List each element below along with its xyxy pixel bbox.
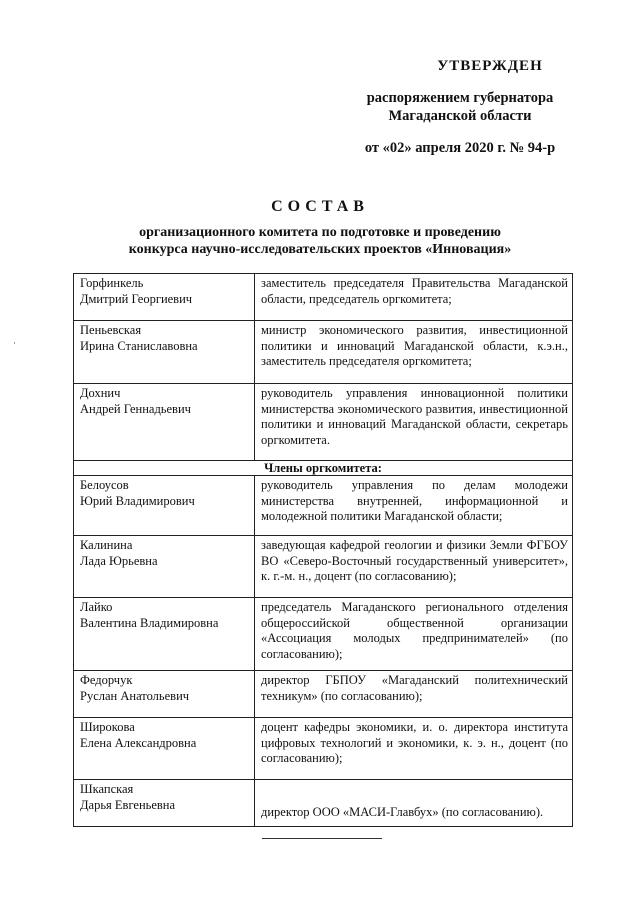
member-name-cell	[74, 536, 255, 598]
member-given-name: Руслан Анатольевич	[80, 688, 190, 703]
table-row	[74, 274, 573, 321]
table-row	[74, 671, 573, 718]
member-role: заместитель председателя Правительства Магаданской области, председатель оргкомитета;	[255, 274, 573, 321]
table-row	[74, 384, 573, 461]
member-given-name: Дарья Евгеньевна	[80, 797, 176, 812]
member-surname: Широкова	[80, 720, 135, 734]
member-role: председатель Магаданского регионального отделения общероссийской общественной организации «Ассоциация молодых предпринимателей» (по согласованию);	[255, 598, 573, 671]
table-row	[74, 321, 573, 384]
member-role: заведующая кафедрой геологии и физики Земли ФГБОУ ВО «Северо-Восточный государственный университет», к. г.-м. н., доцент (по согласованию);	[255, 536, 573, 598]
table-row	[74, 780, 573, 827]
table-row	[74, 476, 573, 536]
document-title: СОСТАВ	[271, 198, 369, 215]
member-surname: Калинина	[80, 538, 133, 552]
member-role: директор ГБПОУ «Магаданский политехнический техникум» (по согласованию);	[255, 671, 573, 718]
member-given-name: Лада Юрьевна	[80, 553, 158, 568]
member-given-name: Валентина Владимировна	[80, 615, 219, 630]
member-role	[255, 780, 573, 827]
subtitle-line-2: конкурса научно-исследовательских проектов «Инновация»	[128, 242, 512, 257]
member-name-cell	[74, 598, 255, 671]
members-section-row	[74, 461, 573, 476]
table-row	[74, 536, 573, 598]
member-surname: Шкапская	[80, 782, 134, 796]
member-surname: Федорчук	[80, 673, 133, 687]
member-surname: Горфинкель	[80, 276, 144, 290]
member-surname: Лайко	[80, 600, 113, 614]
member-given-name: Юрий Владимирович	[80, 493, 195, 508]
approval-date: от «02» апреля 2020 г. № 94-р	[364, 140, 556, 156]
member-given-name: Андрей Геннадьевич	[80, 401, 191, 416]
margin-mark	[14, 342, 15, 344]
member-name-cell	[74, 476, 255, 536]
member-name-cell	[74, 780, 255, 827]
member-name-cell	[74, 671, 255, 718]
members-section-label: Члены оргкомитета:	[74, 461, 573, 476]
member-name-cell	[74, 321, 255, 384]
member-given-name: Ирина Станиславовна	[80, 338, 198, 353]
approval-block	[330, 58, 590, 157]
member-role: министр экономического развития, инвестиционной политики и инноваций Магаданской области, к.э.н., заместитель председателя оргкомитета;	[255, 321, 573, 384]
member-role: руководитель управления по делам молодежи министерства внутренней, информационной и молодежной политики Магаданской области;	[255, 476, 573, 536]
member-surname: Белоусов	[80, 478, 129, 492]
member-name-cell	[74, 718, 255, 780]
table-row	[74, 598, 573, 671]
member-role: доцент кафедры экономики, и. о. директора института цифровых технологий и экономики, к. э. н., доцент (по согласованию);	[255, 718, 573, 780]
member-name-cell	[74, 274, 255, 321]
end-divider	[262, 838, 382, 839]
document-subtitle	[95, 224, 545, 258]
table-row	[74, 718, 573, 780]
approval-title: УТВЕРЖДЕН	[437, 58, 543, 74]
member-surname: Дохнич	[80, 386, 121, 400]
approval-line-1: распоряжением губернатора	[366, 90, 554, 106]
committee-table	[73, 273, 573, 827]
member-role: руководитель управления инновационной политики министерства экономического развития, инвестиционной политики и инноваций Магаданской области, секретарь оргкомитета.	[255, 384, 573, 461]
member-name-cell	[74, 384, 255, 461]
member-given-name: Дмитрий Георгиевич	[80, 291, 193, 306]
member-surname: Пеньевская	[80, 323, 142, 337]
subtitle-line-1: организационного комитета по подготовке и проведению	[139, 225, 501, 240]
member-role-text: директор ООО «МАСИ-Главбух» (по согласованию).	[261, 804, 544, 819]
member-given-name: Елена Александровна	[80, 735, 197, 750]
approval-line-2: Магаданской области	[388, 108, 532, 124]
